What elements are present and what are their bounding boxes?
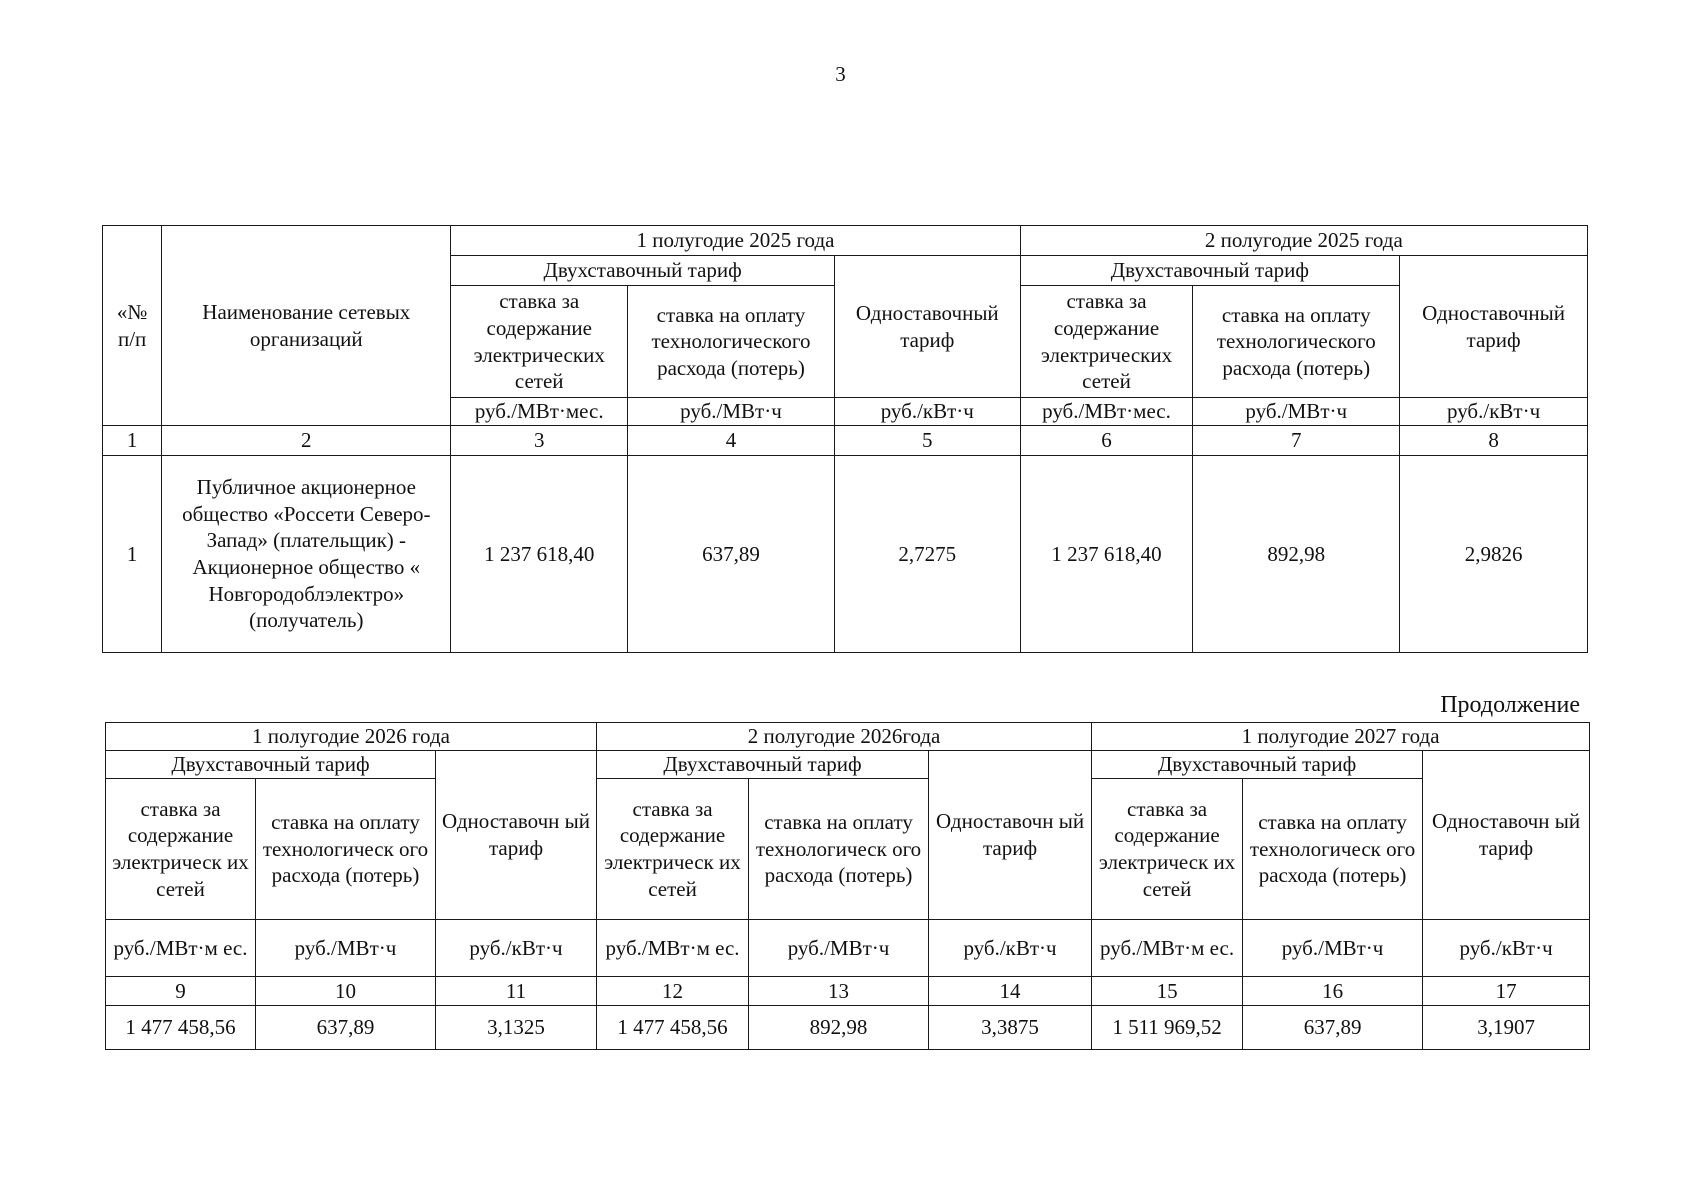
- value-cell: 3,3875: [929, 1006, 1092, 1050]
- maintenance-rate-header: ставка за содержание электрическ их сетей: [597, 779, 749, 920]
- loss-rate-header: ставка на оплату технологическ ого расхода (потерь): [749, 779, 929, 920]
- period-header-row: [106, 723, 1590, 751]
- continuation-label: Продолжение: [1440, 692, 1580, 718]
- unit-cell: руб./кВт·ч: [929, 920, 1092, 977]
- rate-header-row: [106, 779, 1590, 920]
- unit-cell: руб./МВт·мес.: [1020, 398, 1193, 426]
- column-index: 12: [597, 977, 749, 1006]
- period-header-row: [103, 226, 1588, 256]
- period-header: 1 полугодие 2025 года: [451, 226, 1020, 256]
- single-rate-tariff-header: Одноставочн ый тариф: [929, 751, 1092, 920]
- value-cell: 1 237 618,40: [1020, 456, 1193, 653]
- single-rate-tariff-header: Одноставочн ый тариф: [436, 751, 597, 920]
- value-cell: 1 477 458,56: [106, 1006, 256, 1050]
- unit-cell: руб./кВт·ч: [834, 398, 1020, 426]
- two-rate-tariff-header: Двухставочный тариф: [451, 256, 835, 286]
- unit-cell: руб./МВт·ч: [1193, 398, 1400, 426]
- column-index: 13: [749, 977, 929, 1006]
- period-header: 1 полугодие 2026 года: [106, 723, 597, 751]
- column-index: 7: [1193, 426, 1400, 456]
- two-rate-tariff-header: Двухставочный тариф: [106, 751, 436, 779]
- column-index-row: [106, 977, 1590, 1006]
- unit-cell: руб./МВт·ч: [749, 920, 929, 977]
- col-name-header: Наименование сетевых организаций: [162, 226, 451, 426]
- units-row: [106, 920, 1590, 977]
- maintenance-rate-header: ставка за содержание электрических сетей: [451, 286, 628, 398]
- column-index: 17: [1423, 977, 1590, 1006]
- two-rate-tariff-header: Двухставочный тариф: [1092, 751, 1423, 779]
- maintenance-rate-header: ставка за содержание электрическ их сетей: [106, 779, 256, 920]
- unit-cell: руб./МВт·ч: [256, 920, 436, 977]
- unit-cell: руб./МВт·ч: [1243, 920, 1423, 977]
- unit-cell: руб./кВт·ч: [1423, 920, 1590, 977]
- single-rate-tariff-header: Одноставочный тариф: [834, 256, 1020, 398]
- column-index: 11: [436, 977, 597, 1006]
- column-index: 8: [1400, 426, 1588, 456]
- column-index-row: [103, 426, 1588, 456]
- value-cell: 637,89: [1243, 1006, 1423, 1050]
- table-row: [106, 1006, 1590, 1050]
- value-cell: 637,89: [628, 456, 835, 653]
- unit-cell: руб./МВт·м ес.: [106, 920, 256, 977]
- maintenance-rate-header: ставка за содержание электрических сетей: [1020, 286, 1193, 398]
- loss-rate-header: ставка на оплату технологического расхода (потерь): [1193, 286, 1400, 398]
- column-index: 2: [162, 426, 451, 456]
- period-header: 1 полугодие 2027 года: [1092, 723, 1590, 751]
- column-index: 1: [103, 426, 162, 456]
- tariff-table-2026-2027: [105, 722, 1590, 1050]
- column-index: 3: [451, 426, 628, 456]
- tariff-table-2025: [102, 225, 1588, 653]
- value-cell: 2,9826: [1400, 456, 1588, 653]
- single-rate-tariff-header: Одноставочн ый тариф: [1423, 751, 1590, 920]
- maintenance-rate-header: ставка за содержание электрическ их сетей: [1092, 779, 1243, 920]
- tariff-type-row: [106, 751, 1590, 779]
- value-cell: 1 237 618,40: [451, 456, 628, 653]
- value-cell: 2,7275: [834, 456, 1020, 653]
- loss-rate-header: ставка на оплату технологическ ого расхода (потерь): [1243, 779, 1423, 920]
- column-index: 14: [929, 977, 1092, 1006]
- two-rate-tariff-header: Двухставочный тариф: [597, 751, 929, 779]
- value-cell: 892,98: [749, 1006, 929, 1050]
- unit-cell: руб./МВт·мес.: [451, 398, 628, 426]
- column-index: 9: [106, 977, 256, 1006]
- column-index: 4: [628, 426, 835, 456]
- column-index: 6: [1020, 426, 1193, 456]
- page-number: 3: [835, 62, 846, 86]
- loss-rate-header: ставка на оплату технологического расхода (потерь): [628, 286, 835, 398]
- value-cell: 1 477 458,56: [597, 1006, 749, 1050]
- column-index: 15: [1092, 977, 1243, 1006]
- loss-rate-header: ставка на оплату технологическ ого расхода (потерь): [256, 779, 436, 920]
- value-cell: 892,98: [1193, 456, 1400, 653]
- single-rate-tariff-header: Одноставочный тариф: [1400, 256, 1588, 398]
- unit-cell: руб./МВт·м ес.: [597, 920, 749, 977]
- column-index: 5: [834, 426, 1020, 456]
- two-rate-tariff-header: Двухставочный тариф: [1020, 256, 1400, 286]
- value-cell: 3,1325: [436, 1006, 597, 1050]
- unit-cell: руб./кВт·ч: [436, 920, 597, 977]
- col-num-header: «№ п/п: [103, 226, 162, 426]
- organization-name: Публичное акционерное общество «Россети Северо-Запад» (плательщик) - Акционерное общество « Новгородоблэлектро» (получатель): [162, 456, 451, 653]
- column-index: 16: [1243, 977, 1423, 1006]
- unit-cell: руб./кВт·ч: [1400, 398, 1588, 426]
- value-cell: 637,89: [256, 1006, 436, 1050]
- column-index: 10: [256, 977, 436, 1006]
- unit-cell: руб./МВт·м ес.: [1092, 920, 1243, 977]
- row-number: 1: [103, 456, 162, 653]
- unit-cell: руб./МВт·ч: [628, 398, 835, 426]
- table-row: [103, 456, 1588, 653]
- period-header: 2 полугодие 2026года: [597, 723, 1092, 751]
- period-header: 2 полугодие 2025 года: [1020, 226, 1587, 256]
- value-cell: 1 511 969,52: [1092, 1006, 1243, 1050]
- value-cell: 3,1907: [1423, 1006, 1590, 1050]
